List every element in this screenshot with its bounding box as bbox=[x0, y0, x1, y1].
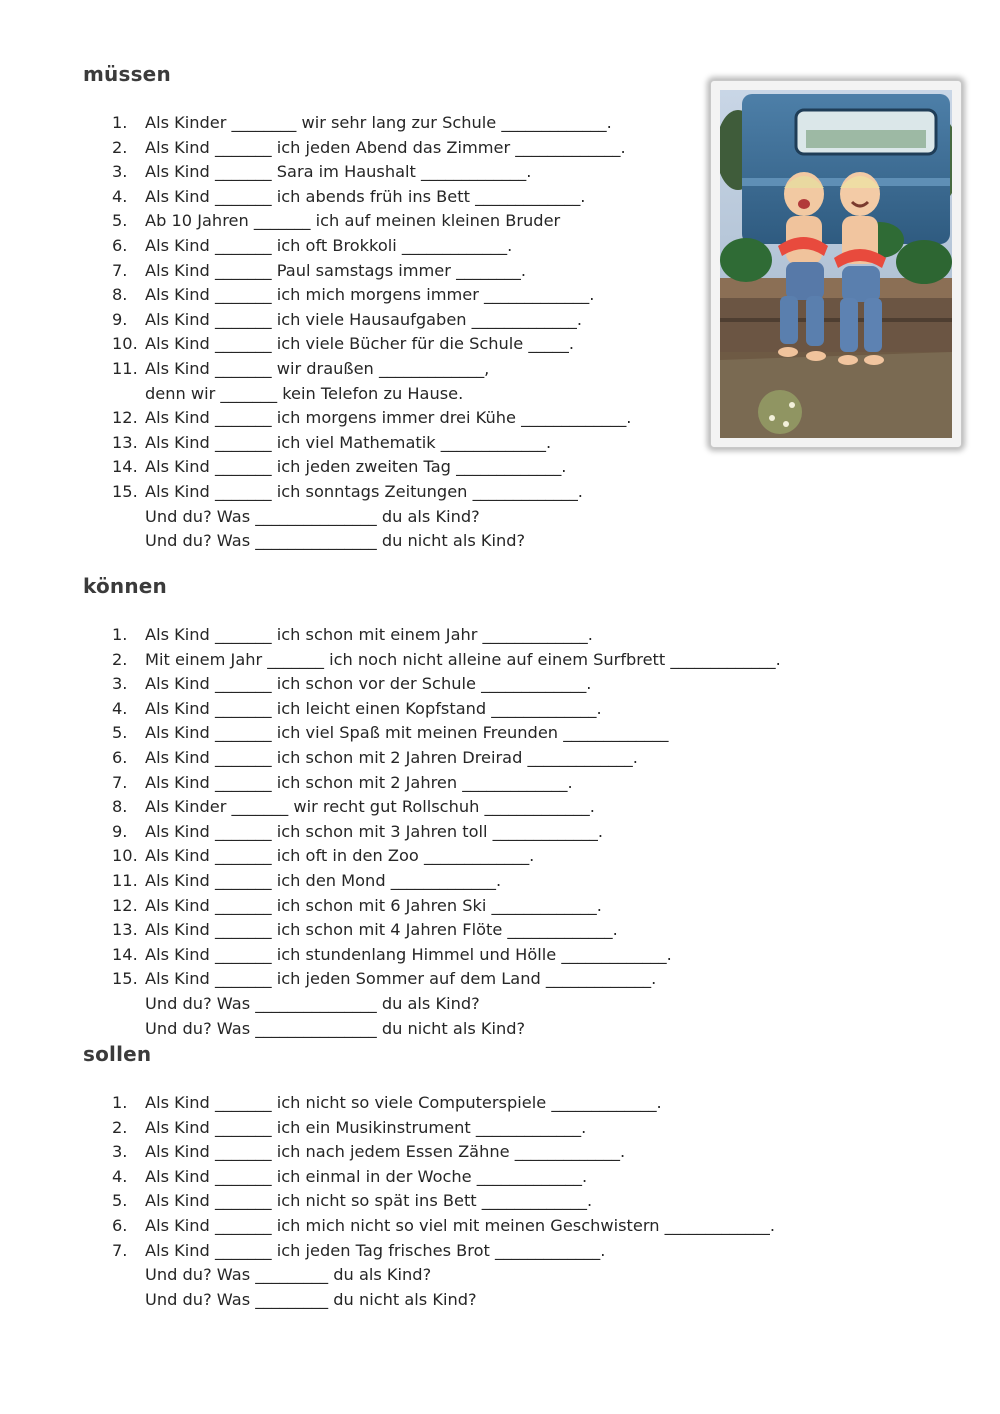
item-number: 7. bbox=[112, 260, 128, 280]
item-text: Und du? Was _________ du als Kind? bbox=[145, 1265, 432, 1285]
item-number: 3. bbox=[112, 1142, 128, 1162]
item-text: Als Kind _______ ich den Mond _____________. bbox=[145, 871, 502, 890]
item-text: Als Kind _______ ich schon mit einem Jahr _____________. bbox=[145, 625, 593, 644]
item-number: 13. bbox=[112, 432, 138, 452]
item-text: Als Kind _______ Paul samstags immer ________. bbox=[145, 260, 526, 280]
item-number: 4. bbox=[112, 186, 128, 206]
item-text: Als Kind _______ ich schon mit 2 Jahren _____________. bbox=[145, 772, 573, 792]
item-number: 12. bbox=[112, 895, 138, 915]
item-number: 6. bbox=[112, 236, 128, 255]
item-text: Als Kind _______ ich jeden Tag frisches Brot _____________. bbox=[145, 1240, 606, 1260]
item-number: 10. bbox=[112, 334, 138, 354]
item-number: 5. bbox=[112, 723, 128, 743]
item-number: 6. bbox=[112, 1216, 128, 1235]
item-text: Als Kind _______ ich morgens immer drei Kühe _____________. bbox=[145, 408, 632, 428]
item-number: 6. bbox=[112, 748, 128, 767]
item-text: Als Kind _______ ich jeden Sommer auf dem Land _____________. bbox=[145, 969, 657, 989]
item-number: 9. bbox=[112, 309, 128, 329]
item-number: 4. bbox=[112, 698, 128, 718]
item-number: 5. bbox=[112, 1191, 128, 1211]
item-text: Als Kind _______ ich leicht einen Kopfstand _____________. bbox=[145, 698, 602, 718]
item-number: 11. bbox=[112, 359, 138, 378]
item-number: 1. bbox=[112, 625, 128, 644]
item-text: Als Kind _______ ich mich nicht so viel mit meinen Geschwistern _____________. bbox=[145, 1216, 776, 1235]
item-number: 2. bbox=[112, 649, 128, 669]
item-text: denn wir _______ kein Telefon zu Hause. bbox=[145, 383, 464, 403]
item-text: Als Kinder ________ wir sehr lang zur Schule _____________. bbox=[145, 113, 612, 132]
item-number: 15. bbox=[112, 969, 138, 989]
section-title-1: können bbox=[83, 574, 167, 598]
item-text: Als Kind _______ ich oft in den Zoo _____________. bbox=[145, 846, 535, 866]
item-text: Als Kind _______ ich nach jedem Essen Zähne _____________. bbox=[145, 1142, 626, 1162]
item-number: 14. bbox=[112, 457, 138, 477]
item-text: Als Kinder _______ wir recht gut Rollschuh _____________. bbox=[145, 797, 595, 817]
item-text: Als Kind _______ ich abends früh ins Bett _____________. bbox=[145, 186, 586, 206]
item-text: Ab 10 Jahren _______ ich auf meinen kleinen Bruder bbox=[145, 211, 561, 231]
item-text: Als Kind _______ wir draußen _____________, bbox=[145, 359, 490, 378]
item-text: Als Kind _______ ich ein Musikinstrument _____________. bbox=[145, 1117, 587, 1137]
item-text: Als Kind _______ ich viel Mathematik _____________. bbox=[145, 432, 552, 452]
item-text: Als Kind _______ ich stundenlang Himmel und Hölle _____________. bbox=[145, 944, 672, 964]
item-text: Und du? Was _______________ du nicht als Kind? bbox=[145, 531, 526, 551]
item-text: Und du? Was _______________ du nicht als Kind? bbox=[145, 1018, 526, 1038]
item-number: 7. bbox=[112, 772, 128, 792]
item-text: Und du? Was _________ du nicht als Kind? bbox=[145, 1289, 477, 1309]
item-text: Als Kind _______ ich viele Bücher für die Schule _____. bbox=[145, 334, 575, 354]
item-number: 1. bbox=[112, 1093, 128, 1112]
item-text: Als Kind _______ ich schon mit 6 Jahren Ski _____________. bbox=[145, 895, 602, 915]
item-number: 12. bbox=[112, 408, 138, 428]
photo-frame bbox=[710, 80, 962, 448]
item-text: Als Kind _______ ich nicht so viele Computerspiele _____________. bbox=[145, 1093, 662, 1112]
item-text: Mit einem Jahr _______ ich noch nicht alleine auf einem Surfbrett _____________. bbox=[145, 649, 781, 669]
item-number: 4. bbox=[112, 1166, 128, 1186]
item-number: 3. bbox=[112, 674, 128, 694]
item-number: 7. bbox=[112, 1240, 128, 1260]
item-text: Als Kind _______ ich sonntags Zeitungen _____________. bbox=[145, 482, 583, 501]
item-text: Und du? Was _______________ du als Kind? bbox=[145, 994, 480, 1013]
children-watermelon-photo bbox=[720, 90, 952, 438]
section-title-2: sollen bbox=[83, 1042, 152, 1066]
item-number: 14. bbox=[112, 944, 138, 964]
item-text: Als Kind _______ ich schon mit 4 Jahren Flöte _____________. bbox=[145, 920, 618, 940]
item-text: Als Kind _______ ich nicht so spät ins Bett _____________. bbox=[145, 1191, 593, 1211]
item-text: Als Kind _______ ich viel Spaß mit meinen Freunden _____________ bbox=[145, 723, 669, 743]
item-text: Als Kind _______ ich schon vor der Schule _____________. bbox=[145, 674, 592, 694]
item-number: 8. bbox=[112, 285, 128, 305]
item-text: Als Kind _______ ich jeden Abend das Zimmer _____________. bbox=[145, 137, 626, 157]
item-text: Als Kind _______ ich einmal in der Woche _____________. bbox=[145, 1166, 588, 1186]
item-text: Als Kind _______ ich oft Brokkoli _____________. bbox=[145, 236, 513, 255]
item-number: 1. bbox=[112, 113, 128, 132]
section-title-0: müssen bbox=[83, 62, 171, 86]
item-number: 2. bbox=[112, 137, 128, 157]
item-number: 10. bbox=[112, 846, 138, 866]
item-text: Als Kind _______ ich schon mit 3 Jahren toll _____________. bbox=[145, 821, 604, 841]
item-number: 8. bbox=[112, 797, 128, 817]
item-text: Als Kind _______ ich schon mit 2 Jahren Dreirad _____________. bbox=[145, 748, 638, 767]
item-text: Als Kind _______ ich jeden zweiten Tag _____________. bbox=[145, 457, 567, 477]
item-number: 11. bbox=[112, 871, 138, 890]
item-number: 9. bbox=[112, 821, 128, 841]
item-number: 3. bbox=[112, 162, 128, 182]
item-text: Als Kind _______ ich mich morgens immer _____________. bbox=[145, 285, 595, 305]
item-text: Als Kind _______ ich viele Hausaufgaben _____________. bbox=[145, 309, 583, 329]
item-text: Als Kind _______ Sara im Haushalt _____________. bbox=[145, 162, 532, 182]
item-number: 2. bbox=[112, 1117, 128, 1137]
item-number: 13. bbox=[112, 920, 138, 940]
item-text: Und du? Was _______________ du als Kind? bbox=[145, 506, 480, 526]
item-number: 5. bbox=[112, 211, 128, 231]
item-number: 15. bbox=[112, 482, 138, 501]
